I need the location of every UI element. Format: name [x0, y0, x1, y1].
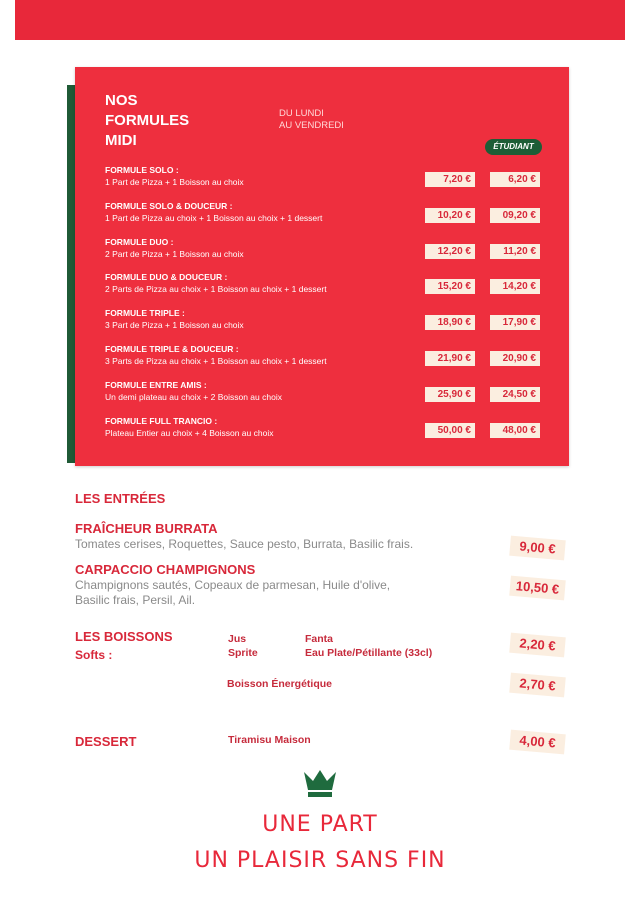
formule-row	[105, 201, 555, 231]
formule-student-price: 20,90 €	[490, 351, 540, 366]
formule-row	[105, 165, 555, 195]
formule-name: FORMULE TRIPLE & DOUCEUR :	[105, 344, 239, 354]
entree-desc: Tomates cerises, Roquettes, Sauce pesto, Burrata, Basilic frais.	[75, 537, 414, 551]
formule-student-price: 24,50 €	[490, 387, 540, 402]
formules-card	[75, 67, 569, 466]
drink-item: Boisson Énergétique	[227, 678, 333, 690]
formule-name: FORMULE SOLO :	[105, 165, 179, 175]
title-line: FORMULES	[105, 112, 190, 129]
formule-desc: Un demi plateau au choix + 2 Boisson au choix	[105, 391, 282, 402]
formule-student-price: 14,20 €	[490, 279, 540, 294]
energy-price: 2,70 €	[509, 673, 566, 698]
formule-desc: Plateau Entier au choix + 4 Boisson au choix	[105, 427, 274, 438]
formule-desc: 2 Parts de Pizza au choix + 1 Boisson au choix + 1 dessert	[105, 284, 327, 295]
days-label	[279, 108, 399, 132]
formule-student-price: 09,20 €	[490, 208, 540, 223]
slogan-line-2: UN PLAISIR SANS FIN	[194, 848, 446, 873]
crown-icon	[302, 768, 338, 798]
student-badge: ÉTUDIANT	[485, 139, 542, 155]
softs-price: 2,20 €	[509, 633, 566, 658]
formule-name: FORMULE DUO :	[105, 236, 174, 247]
top-banner	[15, 0, 625, 40]
formule-student-price: 11,20 €	[490, 244, 540, 259]
formule-row	[105, 237, 555, 267]
entree-name: CARPACCIO CHAMPIGNONS	[75, 562, 256, 577]
formule-desc: 3 Part de Pizza + 1 Boisson au choix	[105, 320, 244, 331]
formule-price: 12,20 €	[425, 244, 475, 259]
formule-price: 18,90 €	[425, 315, 475, 330]
formule-name: FORMULE DUO & DOUCEUR :	[105, 272, 228, 283]
formule-student-price: 48,00 €	[490, 423, 540, 438]
title-line: MIDI	[105, 132, 137, 149]
formule-row	[105, 416, 555, 446]
formule-desc: 1 Part de Pizza + 1 Boisson au choix	[105, 177, 244, 187]
formule-price: 25,90 €	[425, 387, 475, 402]
formule-desc: 2 Part de Pizza + 1 Boisson au choix	[105, 248, 244, 259]
entree-desc	[75, 578, 390, 608]
formule-name: FORMULE ENTRE AMIS :	[105, 379, 207, 390]
formule-row	[105, 272, 555, 302]
formule-price: 7,20 €	[425, 172, 475, 187]
drink-item: Sprite	[228, 647, 258, 659]
dessert-heading: DESSERT	[75, 734, 137, 749]
desc-line: Basilic frais, Persil, Ail.	[75, 593, 196, 607]
formule-name: FORMULE SOLO & DOUCEUR :	[105, 200, 233, 211]
drink-item: Eau Plate/Pétillante (33cl)	[305, 647, 433, 659]
formule-price: 10,20 €	[425, 208, 475, 223]
formules-title	[105, 91, 225, 151]
formule-row	[105, 380, 555, 410]
entree-price: 10,50 €	[509, 576, 566, 601]
formule-student-price: 6,20 €	[490, 172, 540, 187]
slogan-line-1: UNE PART	[262, 812, 378, 837]
days-line: DU LUNDI	[279, 108, 324, 119]
dessert-item: Tiramisu Maison	[228, 734, 311, 746]
entrees-heading: LES ENTRÉES	[75, 491, 166, 506]
drink-item: Jus	[228, 633, 247, 645]
entree-name: FRAÎCHEUR BURRATA	[75, 521, 218, 536]
formule-row	[105, 308, 555, 338]
formule-price: 21,90 €	[425, 351, 475, 366]
entree-price: 9,00 €	[509, 536, 566, 561]
formule-student-price: 17,90 €	[490, 315, 540, 330]
softs-label: Softs :	[75, 648, 113, 662]
title-line: NOS	[105, 92, 138, 109]
dessert-price: 4,00 €	[509, 730, 566, 755]
boissons-heading: LES BOISSONS	[75, 629, 173, 644]
days-line: AU VENDREDI	[279, 120, 344, 131]
formule-price: 15,20 €	[425, 279, 475, 294]
formule-name: FORMULE TRIPLE :	[105, 308, 185, 319]
formule-desc: 1 Part de Pizza au choix + 1 Boisson au choix + 1 dessert	[105, 212, 323, 223]
desc-line: Champignons sautés, Copeaux de parmesan, Huile d'olive,	[75, 578, 391, 592]
formule-price: 50,00 €	[425, 423, 475, 438]
formule-desc: 3 Parts de Pizza au choix + 1 Boisson au choix + 1 dessert	[105, 356, 327, 366]
formule-row	[105, 344, 555, 374]
drink-item: Fanta	[305, 633, 334, 645]
formule-name: FORMULE FULL TRANCIO :	[105, 415, 218, 426]
